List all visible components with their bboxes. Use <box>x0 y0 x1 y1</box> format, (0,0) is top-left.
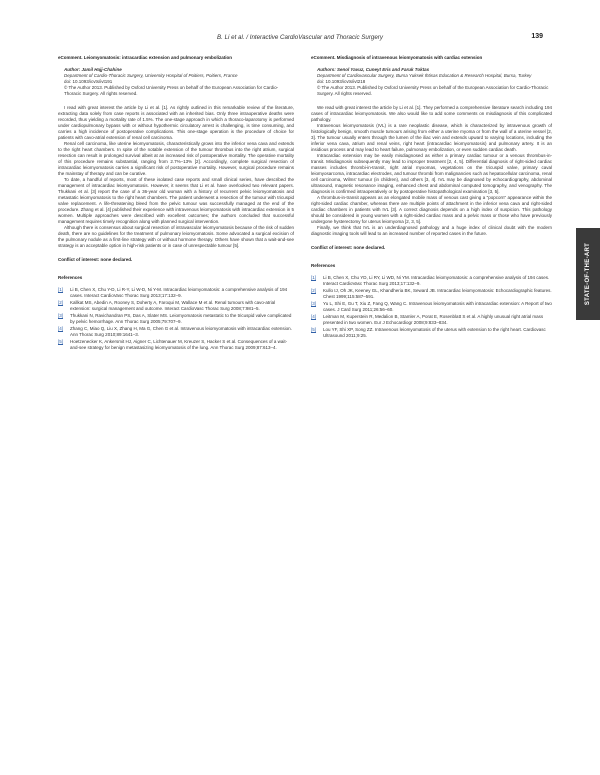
reference-item <box>311 314 552 326</box>
reference-text: Lou YF, Shi XP, Song ZZ. Intravenous leiomyomatosis of the uterus with extension to the right heart. Cardiovasc Ultrasound 2011;9:25. <box>323 327 546 338</box>
right-paragraph: We read with great interest the article by Li et al. [1]. They performed a comprehensive literature search including 194 cases of intracardiac leiomyomatosis. We also would like to add some comments on misdiagnosis of this complicated pathology. <box>311 105 552 122</box>
left-body <box>58 105 294 249</box>
reference-text: Thukkani N, Ravichandran PS, Das A, Slater MS. Leiomyomatosis metastatic to the tricuspid valve complicated by pelvic hemorrhage. Ann Thorac Surg 2005;79:707–9. <box>70 313 292 324</box>
reference-text: Leitman M, Kuperstein R, Medalion B, Stamler A, Porat E, Rosenblatt S et al. A highly unusual right atrial mass presented in two women. Eur J Echocardiogr 2008;9:833–834. <box>323 314 544 325</box>
right-author-name: Senol Yavuz, Cuneyt Eris and Faruk Toktas <box>337 67 430 72</box>
reference-item <box>58 326 294 338</box>
reference-item <box>58 300 294 312</box>
right-doi[interactable]: doi: 10.1093/icvts/ivt218 <box>317 79 366 84</box>
reference-item <box>311 288 552 300</box>
left-author-block <box>64 67 294 97</box>
reference-text: Kullo IJ, Oh JK, Keeney GL, Khandheria BK, Seward JB. Intracardiac leiomyomatosis: Echocardiographic features. Chest 1999;115:587–591. <box>323 288 552 299</box>
reference-number-link[interactable]: [4] <box>311 314 317 319</box>
reference-text: Yu L, Shi E, Gu T, Xiu Z, Fang Q, Wang C. Intravenous leiomyomatosis with intracardiac extension: A Report of two cases. J Card Surg 2011;26:56–60. <box>323 301 552 312</box>
reference-number-link[interactable]: [4] <box>58 326 64 331</box>
right-body <box>311 105 552 237</box>
reference-text: Hoetzenecker K, Ankersmit HJ, Aigner C, Lichtenauer M, Kreuzer S, Hacker S et al. Consequences of a wait-and-see strategy for benign metastasizing leiomyomatosis of the lung. Ann Thorac Surg 2009;87:613–4. <box>70 339 288 350</box>
reference-item <box>58 313 294 325</box>
left-author-name: Jamil Hajj-Chahine <box>81 67 122 72</box>
left-paragraph: Although there is consensus about surgical resection of intravascular leiomyomatosis because of the risk of sudden death, there are no guidelines for the treatment of pulmonary leiomyomatosis. Some advocated a surgical excision of the pulmonary nodule as a first-line strategy with or without hormone therapy. Others have shown that a wait-and-see strategy is an acceptable option in high-risk patients or in case of unrespectable tumour [5]. <box>58 225 294 248</box>
right-paragraph: Intravenous leiomyomatosis (IVL) is a rare neoplastic disease, which is characterized by intravenous growth of histologically benign, smooth muscle tumours arising from either a uterine myoma or from the wall of a uterine vessel [2, 3]. The tumour usually enters through the lumen of the iliac vein and extends upward to varying locations, including the inferior vena cava, atrium and renal veins, right heart (intracardiac leiomyomatosis) and pulmonary artery. It is an insidious process and may lead to heart failure, pulmonary embolization, or even sudden cardiac death. <box>311 123 552 152</box>
reference-number-link[interactable]: [5] <box>58 339 64 344</box>
reference-item <box>58 287 294 299</box>
reference-number-link[interactable]: [2] <box>58 300 64 305</box>
reference-number-link[interactable]: [1] <box>311 275 317 280</box>
left-references-heading: References <box>58 275 83 280</box>
right-references-heading: References <box>311 263 336 268</box>
reference-number-link[interactable]: [3] <box>58 313 64 318</box>
reference-number-link[interactable]: [5] <box>311 327 317 332</box>
reference-item <box>58 339 294 351</box>
right-author-label: Authors: <box>317 67 336 72</box>
left-column <box>58 55 294 352</box>
right-conflict-of-interest: Conflict of interest: none declared. <box>311 245 386 250</box>
reference-item <box>311 327 552 339</box>
reference-text: Li B, Chen X, Chu Y-D, Li R-Y, Li W-D, Ni Y-M. Intracardiac leiomyomatosis: a comprehensive analysis of 194 cases. Interact CardioVasc Thorac Surg 2013;17:132–9. <box>70 287 288 298</box>
reference-item <box>311 275 552 287</box>
reference-text: Zhang C, Miao Q, Liu X, Zhang H, Ma G, Chen G et al. Intravenous leiomyomatosis with intracardiac extension. Ann Thorac Surg 2010;89:1641–3. <box>70 326 292 337</box>
right-article-title: eComment. Misdiagnosis of intravenous leiomyomatosis with cardiac extension <box>311 55 483 60</box>
left-doi[interactable]: doi: 10.1093/icvts/ivt191 <box>64 79 113 84</box>
left-article-title: eComment. Leiomyomatosis: intracardiac extension and pulmonary embolization <box>58 55 233 60</box>
reference-text: Li B, Chen X, Chu YD, Li RY, Li WD, Ni YM. Intracardiac leiomyomatosis: a comprehensive analysis of 194 cases. Interact CardioVasc Thorac Surg 2013;17:132–9. <box>323 275 550 286</box>
left-copyright: © The Author 2013. Published by Oxford University Press on behalf of the European Association for Cardio-Thoracic Surgery. All rights reserved. <box>64 85 279 96</box>
left-reference-list <box>58 287 294 351</box>
reference-text: Kallkat MS, Abedin A, Rooney S, Doherty A, Faroqui M, Wallace M et al. Renal tumours with cavo-atrial extension: surgical management and outcome. Interact CardioVasc Thorac Surg 2008;7:981–5. <box>70 300 276 311</box>
running-head: B. Li et al. / Interactive CardioVascular and Thoracic Surgery <box>217 34 383 41</box>
left-paragraph: Renal cell carcinoma, like uterine leiomyomatosis, characteristically grows into the inferior vena cava and extends to the right heart chambers. In spite of the notable extension of the tumour thrombus into the right atrium, surgical resection can result in prolonged survival albeit at an increased risk of postoperative mortality. The operative mortality of this procedure remains substantial, ranging from 2.7%–13% [2]. Accordingly, complete surgical resection of intracardiac leiomyomatosis carries a significant risk of postoperative mortality. However, surgical procedure remains the mainstay of therapy and can be curative. <box>58 141 294 176</box>
left-paragraph: To date, a handful of reports, most of these isolated case reports and small clinical series, have described the management of intracardiac leiomyomatosis. However, it seems that Li et al. have overlooked two relevant papers. Thukkani et al. [3] report the case of a 36-year old woman with a history of recurrent pelvic leiomyomatosis and metastatic leiomyomatosis to the right heart chambers. The patient underwent a resection of the tumour with tricuspid valve replacement. A life-threatening bleed from the pelvic tumour was successfully managed at the end of the procedure. Zhang et al. [4] published their experience with intravenous leiomyomatosis with intracardiac extension in 5 women. Multiple approaches were described with excellent outcomes; the authors concluded that successful management requires timely recognition along with planned surgical intervention. <box>58 177 294 224</box>
left-author-label: Author: <box>64 67 81 72</box>
reference-number-link[interactable]: [3] <box>311 301 317 306</box>
side-tab-label: STATE-OF-THE-ART <box>585 242 591 306</box>
right-author-block <box>317 67 552 97</box>
page-number: 139 <box>531 33 543 40</box>
left-conflict-of-interest: Conflict of interest: none declared. <box>58 257 133 262</box>
left-affiliation: Department of Cardio-Thoracic Surgery, University Hospital of Poitiers, Poitiers, France <box>64 73 238 78</box>
right-copyright: © The Author 2013. Published by Oxford University Press on behalf of the European Association for Cardio-Thoracic Surgery. All rights reserved. <box>317 85 549 96</box>
right-reference-list <box>311 275 552 339</box>
right-column <box>311 55 552 340</box>
section-side-tab <box>576 228 600 320</box>
reference-item <box>311 301 552 313</box>
reference-number-link[interactable]: [1] <box>58 287 64 292</box>
left-paragraph: I read with great interest the article by Li et al. [1]. As rightly outlined in this remarkable review of the literature, extracting data solely from case reports is associated with an inherited bias. Only three intraoperative deaths were recorded, thus yielding a mortality rate of 1.5%. The one-stage approach in which a thoraco-laparotomy is performed under cardiopulmonary bypass with or without hypothermic circulatory arrest is challenging, is time consuming, and carries a high incidence of postoperative complications. This one-stage operation is the procedure of choice for patients with cavo-atrial extension of renal cell carcinoma. <box>58 105 294 140</box>
right-paragraph: A thrombus-in-transit appears as an elongated mobile mass of venous cast giving a "popcorn" appearance within the right-sided cardiac chamber, whereas there are multiple points of attachment in the inferior vena cava and right-sided cardiac chambers in patients with IVL [3]. A correct diagnosis depends on a high index of suspicion. This pathology should be considered in young women with a right-sided cardiac mass and a pelvic mass or those who have previously undergone hysterectomy for uterus leiomyoma [2, 3, 5]. <box>311 195 552 224</box>
right-paragraph: Finally, we think that IVL is an underdiagnosed pathology and a huge index of clinical doubt with the modern diagnostic imaging tools will lead to an increased number of reported cases in the future. <box>311 225 552 236</box>
right-affiliation: Department of Cardiovascular Surgery, Bursa Yuksek Ihtisas Education & Research Hospital, Bursa, Turkey <box>317 73 532 78</box>
reference-number-link[interactable]: [2] <box>311 288 317 293</box>
right-paragraph: Intracardiac extension may be easily misdiagnosed as either a primary cardiac tumour or a venous thrombus-in-transit. Misdiagnosis subsequently may lead to improper treatment [2, 4, 5]. Differential diagnosis of right-sided cardiac masses includes thrombi-in-transit, right atrial myxomas, vegetations on the tricuspid valve, primary caval leiomyosarcoma, intracardiac electrodes, and tumour thrombi from malignancies such as hepatocellular carcinoma, renal cell carcinoma, Wilms' tumour (in children), and others [3, 4]. IVL may be diagnosed by echocardiography, abdominal ultrasound, magnetic resonance imaging, enhanced chest and abdominal computed tomography, and venography. The diagnosis is confirmed intraoperatively or by postoperative histopathological examination [3, 5]. <box>311 153 552 194</box>
